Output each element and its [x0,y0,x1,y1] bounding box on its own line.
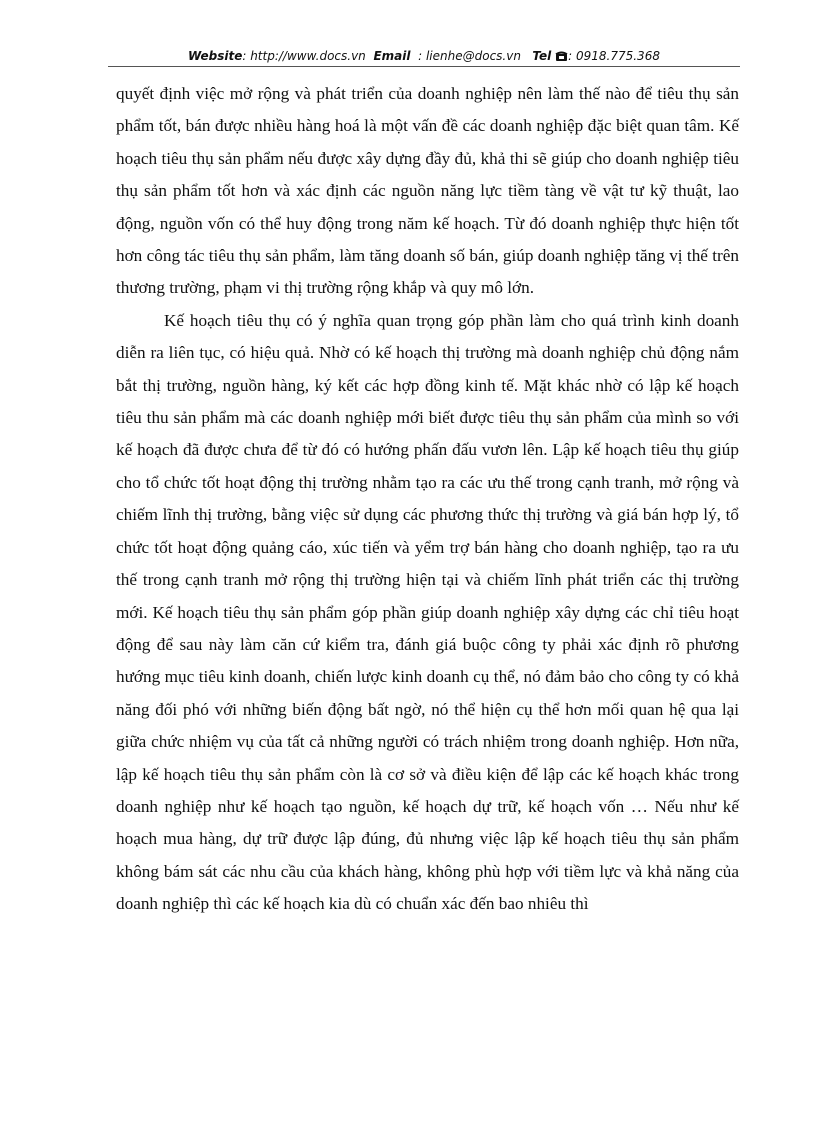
paragraph-2: Kế hoạch tiêu thụ có ý nghĩa quan trọng góp phần làm cho quá trình kinh doanh diễn ra liên tục, có hiệu quả. Nhờ có kế hoạch thị trường mà doanh nghiệp chủ động nắm bắt thị trường, nguồn hàng, ký kết các hợp đồng kinh tế. Mặt khác nhờ có lập kế hoạch tiêu thu sản phẩm mà các doanh nghiệp mới biết được tiêu thụ sản phẩm của mình so với kế hoạch đã được chưa để từ đó có hướng phấn đấu vươn lên. Lập kế hoạch tiêu thụ giúp cho tổ chức tốt hoạt động thị trường nhằm tạo ra các ưu thế trong cạnh tranh, mở rộng và chiếm lĩnh thị trường, bằng việc sử dụng các phương thức thị trường và giá bán hợp lý, tổ chức tốt hoạt động quảng cáo, xúc tiến và yểm trợ bán hàng cho doanh nghiệp, tạo ra ưu thế trong cạnh tranh mở rộng thị trường hiện tại và chiếm lĩnh phát triển các thị trường mới. Kế hoạch tiêu thụ sản phẩm góp phần giúp doanh nghiệp xây dựng các chỉ tiêu hoạt động để sau này làm căn cứ kiểm tra, đánh giá buộc công ty phải xác định rõ phương hướng mục tiêu kinh doanh, chiến lược kinh doanh cụ thể, nó đảm bảo cho công ty có khả năng đối phó với những biến động bất ngờ, nó thể hiện cụ thể hơn mối quan hệ qua lại giữa chức nhiệm vụ của tất cả những người có trách nhiệm trong doanh nghiệp. Hơn nữa, lập kế hoạch tiêu thụ sản phẩm còn là cơ sở và điều kiện để lập các kế hoạch khác trong doanh nghiệp như kế hoạch tạo nguồn, kế hoạch dự trữ, kế hoạch vốn … Nếu như kế hoạch mua hàng, dự trữ được lập đúng, đủ nhưng việc lập kế hoạch tiêu thụ sản phẩm không bám sát các nhu cầu của khách hàng, không phù hợp với tiềm lực và khả năng của doanh nghiệp thì các kế hoạch kia dù có chuẩn xác đến bao nhiêu thì [116,310,739,914]
website-value: : http://www.docs.vn [242,49,366,63]
tel-value: : 0918.775.368 [568,49,660,63]
website-label: Website [188,49,243,63]
email-label: Email [373,49,411,63]
tel-label: Tel [532,49,552,63]
paragraph-1: quyết định việc mở rộng và phát triển của doanh nghiệp nên làm thế nào để tiêu thụ sản phẩm tốt, bán được nhiều hàng hoá là một vấn đề các doanh nghiệp đặc biệt quan tâm. Kế hoạch tiêu thụ sản phẩm nếu được xây dựng đầy đủ, khả thi sẽ giúp cho doanh nghiệp tiêu thụ sản phẩm tốt hơn và xác định các nguồn năng lực tiềm tàng về vật tư kỹ thuật, lao động, nguồn vốn có thể huy động trong năm kế hoạch. Từ đó doanh nghiệp thực hiện tốt hơn công tác tiêu thụ sản phẩm, làm tăng doanh số bán, giúp doanh nghiệp tăng vị thế trên thương trường, phạm vi thị trường rộng khắp và quy mô lớn. [116,84,739,298]
phone-icon [555,48,568,68]
page-header [108,46,740,67]
email-value: : lienhe@docs.vn [418,49,521,63]
body-text [116,78,739,921]
